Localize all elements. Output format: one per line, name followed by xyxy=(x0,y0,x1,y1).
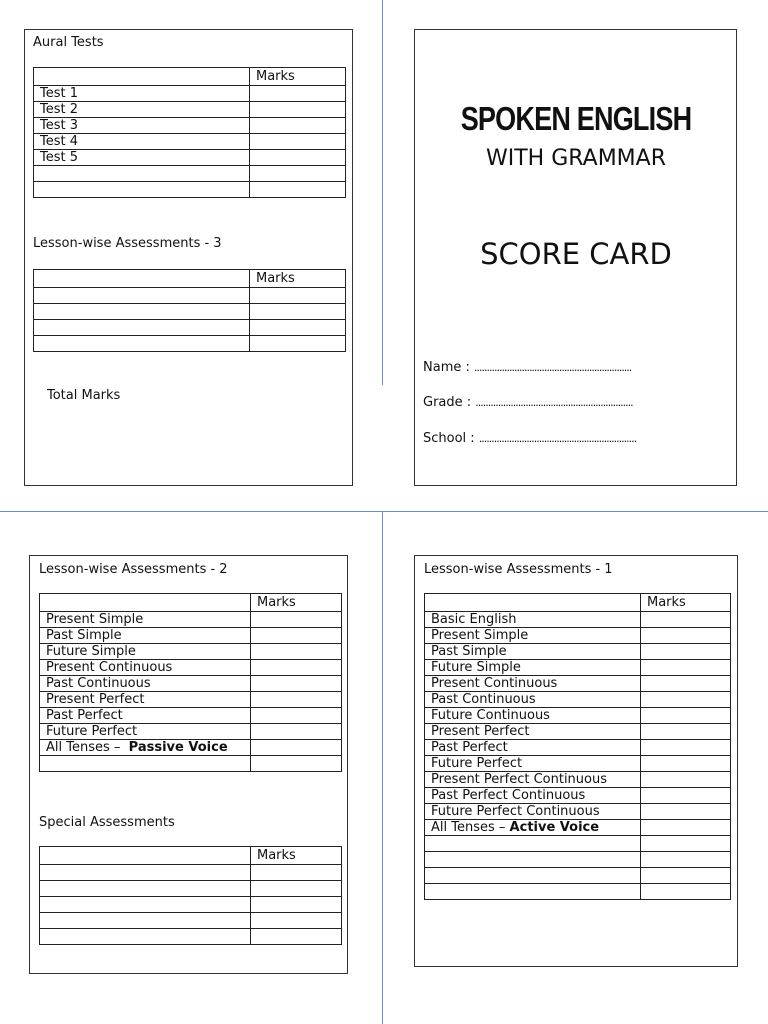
row-label xyxy=(34,166,250,182)
marks-cell[interactable] xyxy=(641,724,731,740)
marks-cell[interactable] xyxy=(251,724,342,740)
row-label: Present Perfect xyxy=(40,692,251,708)
school-dotted-line: ............................................................... xyxy=(478,432,637,445)
lesson-2-title: Lesson-wise Assessments - 2 xyxy=(39,562,228,577)
table-row xyxy=(40,692,342,708)
name-field[interactable] xyxy=(423,360,631,375)
table-row xyxy=(425,628,731,644)
table-row xyxy=(425,868,731,884)
table-cell xyxy=(34,270,250,288)
marks-header: Marks xyxy=(251,847,342,865)
marks-cell[interactable] xyxy=(641,804,731,820)
row-label xyxy=(425,852,641,868)
table-row xyxy=(40,756,342,772)
lesson-1-title: Lesson-wise Assessments - 1 xyxy=(424,562,613,577)
row-label xyxy=(40,881,251,897)
table-row xyxy=(425,884,731,900)
marks-cell[interactable] xyxy=(641,740,731,756)
table-row xyxy=(34,320,346,336)
table-row xyxy=(425,660,731,676)
table-row xyxy=(40,660,342,676)
marks-header: Marks xyxy=(641,594,731,612)
marks-cell[interactable] xyxy=(250,150,346,166)
marks-cell[interactable] xyxy=(251,660,342,676)
row-label xyxy=(40,740,251,756)
marks-cell[interactable] xyxy=(641,676,731,692)
row-label: Present Perfect Continuous xyxy=(425,772,641,788)
marks-cell[interactable] xyxy=(251,612,342,628)
marks-cell[interactable] xyxy=(251,644,342,660)
table-header-row xyxy=(40,594,342,612)
marks-cell[interactable] xyxy=(250,86,346,102)
row-label: Present Simple xyxy=(425,628,641,644)
table-row xyxy=(425,724,731,740)
table-row xyxy=(40,644,342,660)
marks-cell[interactable] xyxy=(251,929,342,945)
table-row xyxy=(425,820,731,836)
marks-cell[interactable] xyxy=(251,692,342,708)
school-label: School : xyxy=(423,431,475,446)
row-label xyxy=(40,756,251,772)
marks-cell[interactable] xyxy=(251,740,342,756)
grade-label: Grade : xyxy=(423,395,472,410)
table-row xyxy=(40,913,342,929)
table-row xyxy=(425,708,731,724)
table-row xyxy=(40,676,342,692)
table-row xyxy=(425,692,731,708)
row-label xyxy=(34,320,250,336)
table-row xyxy=(34,288,346,304)
table-row xyxy=(34,134,346,150)
row-label xyxy=(34,304,250,320)
vertical-fold-line-top xyxy=(382,0,383,385)
table-row xyxy=(40,724,342,740)
name-dotted-line: ............................................................... xyxy=(474,361,632,374)
page-cover xyxy=(414,29,737,486)
row-label xyxy=(34,288,250,304)
cover-title-with-grammar: WITH GRAMMAR xyxy=(485,146,666,171)
marks-cell[interactable] xyxy=(251,708,342,724)
marks-cell[interactable] xyxy=(251,676,342,692)
marks-header: Marks xyxy=(250,68,346,86)
marks-cell[interactable] xyxy=(251,756,342,772)
row-label: Past Simple xyxy=(425,644,641,660)
lesson-3-table xyxy=(33,269,346,352)
row-label-prefix: All Tenses – xyxy=(46,740,121,755)
row-label: Basic English xyxy=(425,612,641,628)
table-row xyxy=(425,756,731,772)
table-header-row xyxy=(40,847,342,865)
row-label-prefix: All Tenses – xyxy=(431,820,506,835)
marks-header: Marks xyxy=(250,270,346,288)
aural-tests-table xyxy=(33,67,346,198)
row-label xyxy=(40,897,251,913)
special-assessments-title: Special Assessments xyxy=(39,815,175,830)
cover-title-spoken-english: SPOKEN ENGLISH xyxy=(460,100,692,137)
marks-cell[interactable] xyxy=(641,660,731,676)
table-row xyxy=(425,836,731,852)
row-label: Future Perfect Continuous xyxy=(425,804,641,820)
row-label xyxy=(425,884,641,900)
lesson-1-table xyxy=(424,593,731,900)
page-lesson-1 xyxy=(414,555,738,967)
marks-cell[interactable] xyxy=(641,692,731,708)
table-row xyxy=(34,336,346,352)
row-label xyxy=(425,868,641,884)
page-lesson-2 xyxy=(29,555,348,974)
table-cell xyxy=(425,594,641,612)
lesson-2-table xyxy=(39,593,342,772)
row-label: Past Perfect xyxy=(40,708,251,724)
row-label xyxy=(425,836,641,852)
table-row xyxy=(34,166,346,182)
row-label: Future Simple xyxy=(40,644,251,660)
marks-header: Marks xyxy=(251,594,342,612)
table-row xyxy=(34,304,346,320)
row-label xyxy=(40,865,251,881)
row-label: Future Continuous xyxy=(425,708,641,724)
row-label xyxy=(425,820,641,836)
table-row xyxy=(425,788,731,804)
table-row xyxy=(40,628,342,644)
marks-cell[interactable] xyxy=(641,708,731,724)
horizontal-fold-line xyxy=(0,511,768,512)
row-label: Present Continuous xyxy=(40,660,251,676)
table-row xyxy=(40,929,342,945)
marks-cell[interactable] xyxy=(250,166,346,182)
table-row xyxy=(40,865,342,881)
marks-cell[interactable] xyxy=(250,102,346,118)
marks-cell[interactable] xyxy=(641,772,731,788)
marks-cell[interactable] xyxy=(641,836,731,852)
marks-cell[interactable] xyxy=(250,304,346,320)
row-label: Future Perfect xyxy=(40,724,251,740)
row-label: Test 4 xyxy=(34,134,250,150)
marks-cell[interactable] xyxy=(250,288,346,304)
marks-cell[interactable] xyxy=(250,118,346,134)
row-label xyxy=(40,913,251,929)
row-label: Test 2 xyxy=(34,102,250,118)
marks-cell[interactable] xyxy=(251,628,342,644)
marks-cell[interactable] xyxy=(250,182,346,198)
cover-title-score-card: SCORE CARD xyxy=(480,237,672,271)
row-label: Past Perfect Continuous xyxy=(425,788,641,804)
table-row xyxy=(40,881,342,897)
marks-cell[interactable] xyxy=(250,134,346,150)
table-row xyxy=(425,740,731,756)
marks-cell[interactable] xyxy=(641,628,731,644)
marks-cell[interactable] xyxy=(251,881,342,897)
row-label: Past Perfect xyxy=(425,740,641,756)
row-label: Past Simple xyxy=(40,628,251,644)
school-field[interactable] xyxy=(423,431,636,446)
marks-cell[interactable] xyxy=(250,336,346,352)
table-row xyxy=(40,708,342,724)
special-assessments-table xyxy=(39,846,342,945)
marks-cell[interactable] xyxy=(641,788,731,804)
table-row xyxy=(425,852,731,868)
marks-cell[interactable] xyxy=(641,756,731,772)
name-label: Name : xyxy=(423,360,470,375)
row-label xyxy=(34,182,250,198)
row-label: Future Simple xyxy=(425,660,641,676)
page-aural-tests xyxy=(24,29,353,486)
row-label: Test 3 xyxy=(34,118,250,134)
table-row xyxy=(34,150,346,166)
marks-cell[interactable] xyxy=(641,820,731,836)
marks-cell[interactable] xyxy=(641,644,731,660)
table-header-row xyxy=(34,270,346,288)
marks-cell[interactable] xyxy=(251,897,342,913)
table-cell xyxy=(34,68,250,86)
marks-cell[interactable] xyxy=(641,852,731,868)
row-label: Past Continuous xyxy=(40,676,251,692)
marks-cell[interactable] xyxy=(641,612,731,628)
grade-field[interactable] xyxy=(423,395,633,410)
row-label-bold: Passive Voice xyxy=(128,740,228,755)
table-header-row xyxy=(425,594,731,612)
row-label: Present Perfect xyxy=(425,724,641,740)
row-label xyxy=(34,336,250,352)
aural-tests-title: Aural Tests xyxy=(33,35,104,50)
row-label: Future Perfect xyxy=(425,756,641,772)
row-label xyxy=(40,929,251,945)
table-header-row xyxy=(34,68,346,86)
total-marks-label: Total Marks xyxy=(47,388,121,403)
table-row xyxy=(40,612,342,628)
row-label-bold: Active Voice xyxy=(509,820,600,835)
vertical-fold-line-bottom xyxy=(382,512,383,1024)
table-row xyxy=(34,102,346,118)
marks-cell[interactable] xyxy=(251,913,342,929)
row-label: Test 1 xyxy=(34,86,250,102)
marks-cell[interactable] xyxy=(641,884,731,900)
marks-cell[interactable] xyxy=(641,868,731,884)
table-row xyxy=(34,182,346,198)
row-label: Present Simple xyxy=(40,612,251,628)
table-cell xyxy=(40,847,251,865)
table-row xyxy=(34,118,346,134)
table-row xyxy=(425,772,731,788)
table-row xyxy=(425,644,731,660)
lesson-3-title: Lesson-wise Assessments - 3 xyxy=(33,236,222,251)
grade-dotted-line: ............................................................... xyxy=(475,396,633,409)
table-row xyxy=(34,86,346,102)
table-row xyxy=(425,804,731,820)
table-row xyxy=(425,676,731,692)
marks-cell[interactable] xyxy=(250,320,346,336)
marks-cell[interactable] xyxy=(251,865,342,881)
table-row xyxy=(40,897,342,913)
row-label: Past Continuous xyxy=(425,692,641,708)
row-label: Present Continuous xyxy=(425,676,641,692)
table-row xyxy=(40,740,342,756)
table-cell xyxy=(40,594,251,612)
row-label: Test 5 xyxy=(34,150,250,166)
table-row xyxy=(425,612,731,628)
